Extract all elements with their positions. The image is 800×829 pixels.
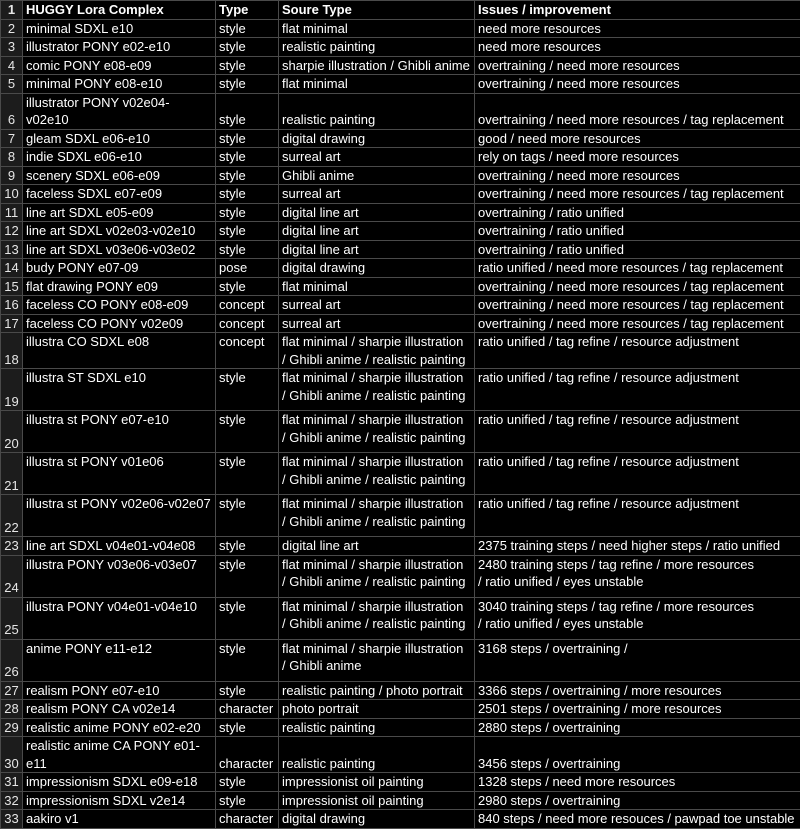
cell-issues[interactable]: 2375 training steps / need higher steps / ratio unified: [475, 537, 800, 556]
cell-source-type[interactable]: digital line art: [279, 222, 475, 241]
cell-source-type[interactable]: surreal art: [279, 185, 475, 204]
cell-source-type[interactable]: flat minimal / sharpie illustration / Ghibli anime / realistic painting: [279, 555, 475, 597]
cell-issues[interactable]: overtraining / need more resources: [475, 166, 800, 185]
cell-source-type[interactable]: flat minimal: [279, 277, 475, 296]
cell-source-type[interactable]: digital line art: [279, 537, 475, 556]
cell-source-type[interactable]: flat minimal / sharpie illustration / Ghibli anime / realistic painting: [279, 333, 475, 369]
cell-lora-name[interactable]: line art SDXL e05-e09: [23, 203, 216, 222]
cell-issues[interactable]: 1328 steps / need more resources: [475, 773, 800, 792]
cell-source-type[interactable]: flat minimal / sharpie illustration / Ghibli anime / realistic painting: [279, 453, 475, 495]
cell-lora-name[interactable]: impressionism SDXL e09-e18: [23, 773, 216, 792]
cell-lora-name[interactable]: comic PONY e08-e09: [23, 56, 216, 75]
row-number[interactable]: 16: [1, 296, 23, 315]
cell-type[interactable]: concept: [216, 296, 279, 315]
cell-lora-name[interactable]: illustra PONY v03e06-v03e07: [23, 555, 216, 597]
cell-lora-name[interactable]: illustra CO SDXL e08: [23, 333, 216, 369]
cell-issues[interactable]: 2880 steps / overtraining: [475, 718, 800, 737]
row-number[interactable]: 26: [1, 639, 23, 681]
cell-lora-name[interactable]: minimal PONY e08-e10: [23, 75, 216, 94]
cell-lora-name[interactable]: faceless CO PONY e08-e09: [23, 296, 216, 315]
cell-lora-name[interactable]: minimal SDXL e10: [23, 19, 216, 38]
table-row: [1, 185, 800, 204]
cell-type[interactable]: style: [216, 453, 279, 495]
cell-lora-name[interactable]: aakiro v1: [23, 810, 216, 829]
table-row: [1, 737, 800, 773]
row-number[interactable]: 8: [1, 148, 23, 167]
row-number[interactable]: 3: [1, 38, 23, 57]
cell-type[interactable]: concept: [216, 314, 279, 333]
cell-lora-name[interactable]: illustra st PONY v02e06-v02e07: [23, 495, 216, 537]
row-number[interactable]: 1: [1, 1, 23, 20]
cell-source-type[interactable]: surreal art: [279, 296, 475, 315]
cell-source-type[interactable]: sharpie illustration / Ghibli anime: [279, 56, 475, 75]
cell-type[interactable]: style: [216, 495, 279, 537]
cell-type[interactable]: style: [216, 222, 279, 241]
row-number[interactable]: 22: [1, 495, 23, 537]
cell-type[interactable]: style: [216, 369, 279, 411]
cell-type[interactable]: style: [216, 791, 279, 810]
row-number[interactable]: 6: [1, 93, 23, 129]
table-row: [1, 203, 800, 222]
cell-source-type[interactable]: impressionist oil painting: [279, 791, 475, 810]
cell-issues[interactable]: overtraining / need more resources / tag replacement: [475, 185, 800, 204]
cell-type[interactable]: character: [216, 810, 279, 829]
cell-issues[interactable]: 2501 steps / overtraining / more resources: [475, 700, 800, 719]
cell-issues[interactable]: ratio unified / tag refine / resource adjustment: [475, 453, 800, 495]
cell-type[interactable]: style: [216, 38, 279, 57]
table-row: [1, 333, 800, 369]
table-row: [1, 639, 800, 681]
cell-type[interactable]: style: [216, 56, 279, 75]
row-number[interactable]: 17: [1, 314, 23, 333]
table-row: [1, 314, 800, 333]
cell-source-type[interactable]: realistic painting: [279, 718, 475, 737]
cell-issues[interactable]: rely on tags / need more resources: [475, 148, 800, 167]
cell-issues[interactable]: need more resources: [475, 38, 800, 57]
cell-source-type[interactable]: digital drawing: [279, 810, 475, 829]
table-row: [1, 38, 800, 57]
cell-type[interactable]: style: [216, 240, 279, 259]
table-row: [1, 555, 800, 597]
cell-source-type[interactable]: digital drawing: [279, 259, 475, 278]
cell-source-type[interactable]: surreal art: [279, 148, 475, 167]
cell-source-type[interactable]: flat minimal / sharpie illustration / Ghibli anime / realistic painting: [279, 495, 475, 537]
table-row: [1, 700, 800, 719]
cell-issues[interactable]: overtraining / ratio unified: [475, 240, 800, 259]
cell-source-type[interactable]: realistic painting / photo portrait: [279, 681, 475, 700]
cell-issues[interactable]: overtraining / ratio unified: [475, 203, 800, 222]
row-number[interactable]: 28: [1, 700, 23, 719]
cell-type[interactable]: style: [216, 75, 279, 94]
cell-lora-name[interactable]: line art SDXL v04e01-v04e08: [23, 537, 216, 556]
cell-lora-name[interactable]: realism PONY CA v02e14: [23, 700, 216, 719]
cell-lora-name[interactable]: realistic anime CA PONY e01-e11: [23, 737, 216, 773]
cell-lora-name[interactable]: realism PONY e07-e10: [23, 681, 216, 700]
cell-source-type[interactable]: flat minimal / sharpie illustration / Ghibli anime / realistic painting: [279, 411, 475, 453]
table-row: [1, 148, 800, 167]
table-row: [1, 240, 800, 259]
cell-type[interactable]: style: [216, 718, 279, 737]
cell-source-type[interactable]: flat minimal: [279, 75, 475, 94]
cell-issues[interactable]: ratio unified / tag refine / resource adjustment: [475, 369, 800, 411]
table-row: [1, 495, 800, 537]
row-number[interactable]: 30: [1, 737, 23, 773]
cell-lora-name[interactable]: anime PONY e11-e12: [23, 639, 216, 681]
cell-lora-name[interactable]: gleam SDXL e06-e10: [23, 129, 216, 148]
cell-type[interactable]: style: [216, 148, 279, 167]
cell-lora-name[interactable]: illustrator PONY e02-e10: [23, 38, 216, 57]
cell-issues[interactable]: ratio unified / tag refine / resource adjustment: [475, 495, 800, 537]
cell-issues[interactable]: overtraining / need more resources / tag replacement: [475, 314, 800, 333]
spreadsheet-body: [1, 1, 800, 829]
row-number[interactable]: 20: [1, 411, 23, 453]
table-row: [1, 296, 800, 315]
cell-source-type[interactable]: flat minimal / sharpie illustration / Ghibli anime: [279, 639, 475, 681]
row-number[interactable]: 4: [1, 56, 23, 75]
header-cell-name[interactable]: HUGGY Lora Complex: [23, 1, 216, 20]
row-number[interactable]: 24: [1, 555, 23, 597]
row-number[interactable]: 29: [1, 718, 23, 737]
cell-issues[interactable]: overtraining / need more resources: [475, 56, 800, 75]
cell-lora-name[interactable]: indie SDXL e06-e10: [23, 148, 216, 167]
header-cell-issues[interactable]: Issues / improvement: [475, 1, 800, 20]
row-number[interactable]: 5: [1, 75, 23, 94]
table-row: [1, 129, 800, 148]
cell-type[interactable]: style: [216, 129, 279, 148]
cell-source-type[interactable]: realistic painting: [279, 38, 475, 57]
table-row: [1, 222, 800, 241]
header-cell-type[interactable]: Type: [216, 1, 279, 20]
cell-type[interactable]: style: [216, 597, 279, 639]
table-row: [1, 537, 800, 556]
cell-source-type[interactable]: flat minimal / sharpie illustration / Ghibli anime / realistic painting: [279, 597, 475, 639]
cell-issues[interactable]: overtraining / need more resources / tag replacement: [475, 93, 800, 129]
row-number[interactable]: 11: [1, 203, 23, 222]
cell-lora-name[interactable]: impressionism SDXL v2e14: [23, 791, 216, 810]
row-number[interactable]: 31: [1, 773, 23, 792]
cell-lora-name[interactable]: line art SDXL v02e03-v02e10: [23, 222, 216, 241]
cell-issues[interactable]: ratio unified / tag refine / resource adjustment: [475, 333, 800, 369]
row-number[interactable]: 19: [1, 369, 23, 411]
table-row: [1, 718, 800, 737]
cell-source-type[interactable]: flat minimal: [279, 19, 475, 38]
cell-source-type[interactable]: surreal art: [279, 314, 475, 333]
cell-type[interactable]: pose: [216, 259, 279, 278]
table-row: [1, 773, 800, 792]
table-row: [1, 277, 800, 296]
table-row: [1, 369, 800, 411]
table-row: [1, 681, 800, 700]
cell-type[interactable]: character: [216, 737, 279, 773]
cell-type[interactable]: style: [216, 277, 279, 296]
cell-lora-name[interactable]: illustra ST SDXL e10: [23, 369, 216, 411]
table-row: [1, 597, 800, 639]
cell-lora-name[interactable]: illustra st PONY v01e06: [23, 453, 216, 495]
cell-source-type[interactable]: digital line art: [279, 203, 475, 222]
cell-issues[interactable]: 3366 steps / overtraining / more resources: [475, 681, 800, 700]
cell-type[interactable]: style: [216, 185, 279, 204]
row-number[interactable]: 7: [1, 129, 23, 148]
cell-source-type[interactable]: digital line art: [279, 240, 475, 259]
cell-type[interactable]: style: [216, 681, 279, 700]
table-row: [1, 411, 800, 453]
cell-lora-name[interactable]: illustra st PONY e07-e10: [23, 411, 216, 453]
cell-type[interactable]: style: [216, 166, 279, 185]
table-row: [1, 166, 800, 185]
row-number[interactable]: 9: [1, 166, 23, 185]
cell-source-type[interactable]: impressionist oil painting: [279, 773, 475, 792]
cell-lora-name[interactable]: flat drawing PONY e09: [23, 277, 216, 296]
cell-issues[interactable]: ratio unified / need more resources / tag replacement: [475, 259, 800, 278]
cell-lora-name[interactable]: scenery SDXL e06-e09: [23, 166, 216, 185]
cell-issues[interactable]: 2980 steps / overtraining: [475, 791, 800, 810]
cell-type[interactable]: style: [216, 537, 279, 556]
cell-source-type[interactable]: flat minimal / sharpie illustration / Ghibli anime / realistic painting: [279, 369, 475, 411]
cell-type[interactable]: style: [216, 93, 279, 129]
cell-type[interactable]: character: [216, 700, 279, 719]
cell-lora-name[interactable]: realistic anime PONY e02-e20: [23, 718, 216, 737]
row-number[interactable]: 13: [1, 240, 23, 259]
row-number[interactable]: 23: [1, 537, 23, 556]
cell-source-type[interactable]: Ghibli anime: [279, 166, 475, 185]
cell-lora-name[interactable]: illustra PONY v04e01-v04e10: [23, 597, 216, 639]
cell-issues[interactable]: overtraining / ratio unified: [475, 222, 800, 241]
header-row: [1, 1, 800, 20]
cell-lora-name[interactable]: faceless CO PONY v02e09: [23, 314, 216, 333]
row-number[interactable]: 27: [1, 681, 23, 700]
table-row: [1, 56, 800, 75]
cell-type[interactable]: style: [216, 19, 279, 38]
row-number[interactable]: 33: [1, 810, 23, 829]
row-number[interactable]: 18: [1, 333, 23, 369]
cell-type[interactable]: style: [216, 773, 279, 792]
row-number[interactable]: 12: [1, 222, 23, 241]
cell-type[interactable]: style: [216, 411, 279, 453]
cell-type[interactable]: concept: [216, 333, 279, 369]
row-number[interactable]: 21: [1, 453, 23, 495]
cell-issues[interactable]: overtraining / need more resources / tag replacement: [475, 277, 800, 296]
table-row: [1, 75, 800, 94]
cell-issues[interactable]: ratio unified / tag refine / resource adjustment: [475, 411, 800, 453]
header-cell-source[interactable]: Soure Type: [279, 1, 475, 20]
table-row: [1, 259, 800, 278]
cell-issues[interactable]: 840 steps / need more resouces / pawpad toe unstable: [475, 810, 800, 829]
cell-source-type[interactable]: realistic painting: [279, 737, 475, 773]
row-number[interactable]: 15: [1, 277, 23, 296]
table-row: [1, 453, 800, 495]
row-number[interactable]: 14: [1, 259, 23, 278]
cell-issues[interactable]: 2480 training steps / tag refine / more resources / ratio unified / eyes unstable: [475, 555, 800, 597]
row-number[interactable]: 32: [1, 791, 23, 810]
cell-issues[interactable]: need more resources: [475, 19, 800, 38]
cell-type[interactable]: style: [216, 639, 279, 681]
cell-type[interactable]: style: [216, 555, 279, 597]
row-number[interactable]: 2: [1, 19, 23, 38]
row-number[interactable]: 10: [1, 185, 23, 204]
cell-issues[interactable]: 3040 training steps / tag refine / more resources / ratio unified / eyes unstable: [475, 597, 800, 639]
table-row: [1, 791, 800, 810]
table-row: [1, 93, 800, 129]
cell-issues[interactable]: overtraining / need more resources / tag replacement: [475, 296, 800, 315]
cell-type[interactable]: style: [216, 203, 279, 222]
cell-lora-name[interactable]: illustrator PONY v02e04-v02e10: [23, 93, 216, 129]
cell-issues[interactable]: 3168 steps / overtraining /: [475, 639, 800, 681]
cell-lora-name[interactable]: faceless SDXL e07-e09: [23, 185, 216, 204]
cell-issues[interactable]: good / need more resources: [475, 129, 800, 148]
cell-lora-name[interactable]: budy PONY e07-09: [23, 259, 216, 278]
cell-lora-name[interactable]: line art SDXL v03e06-v03e02: [23, 240, 216, 259]
table-row: [1, 19, 800, 38]
row-number[interactable]: 25: [1, 597, 23, 639]
cell-source-type[interactable]: realistic painting: [279, 93, 475, 129]
cell-issues[interactable]: overtraining / need more resources: [475, 75, 800, 94]
cell-source-type[interactable]: photo portrait: [279, 700, 475, 719]
table-row: [1, 810, 800, 829]
cell-issues[interactable]: 3456 steps / overtraining: [475, 737, 800, 773]
cell-source-type[interactable]: digital drawing: [279, 129, 475, 148]
